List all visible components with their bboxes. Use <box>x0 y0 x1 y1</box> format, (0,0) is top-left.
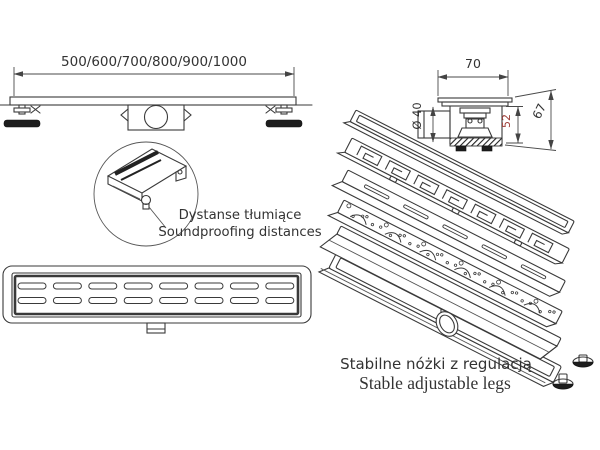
diameter-dimension-label: Ø 40 <box>410 102 424 130</box>
section-hatched-base <box>450 138 502 146</box>
adjustable-foot-back-right <box>573 355 593 367</box>
inner-height-dimension-label: 52 <box>500 114 513 128</box>
top-view <box>3 266 311 333</box>
total-height-dimension-label: 67 <box>529 101 550 122</box>
edge-profile <box>108 149 186 209</box>
caption-legs-en: Stable adjustable legs <box>359 373 511 393</box>
side-view-foot-right <box>266 105 302 127</box>
top-view-outlet <box>147 323 165 333</box>
caption-legs-pl: Stabilne nóżki z regulacją <box>340 355 532 373</box>
drain-channel-bar <box>10 97 296 105</box>
cross-section <box>410 56 556 151</box>
section-flange <box>438 98 512 102</box>
siphon-trap <box>121 105 191 130</box>
length-dimension-label: 500/600/700/800/900/1000 <box>61 54 247 70</box>
side-view <box>0 54 312 130</box>
soundproofing-distance-pin <box>142 196 151 205</box>
width-dimension-label: 70 <box>465 56 481 71</box>
label-soundproofing-pl: Dystanse tłumiące <box>178 208 302 223</box>
section-trap <box>458 108 492 137</box>
label-soundproofing-en: Soundproofing distances <box>158 225 322 240</box>
detail-view <box>94 142 322 246</box>
side-view-foot-left <box>4 105 40 127</box>
